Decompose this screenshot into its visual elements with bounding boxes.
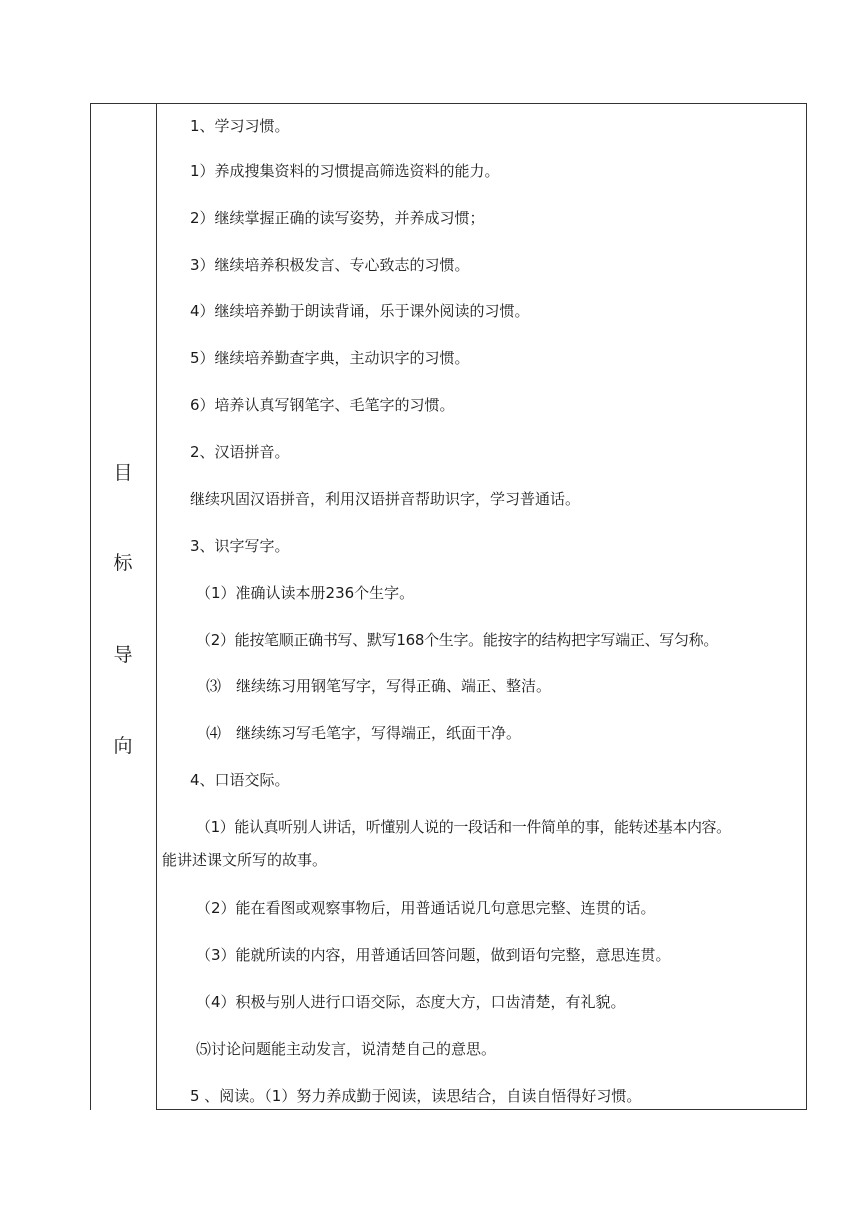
list-item-continuation: 能讲述课文所写的故事。 [162,851,328,869]
list-item: 1）养成搜集资料的习惯提高筛选资料的能力。 [190,162,500,180]
list-item: （2）能在看图或观察事物后，用普通话说几句意思完整、连贯的话。 [196,899,656,917]
table-top-border [90,103,807,104]
list-item: ⑶ 继续练习用钢笔写字，写得正确、端正、整洁。 [206,677,552,695]
list-item: （1）能认真听别人讲话，听懂别人说的一段话和一件简单的事，能转述基本内容。 [196,818,731,836]
list-item: （1）准确认读本册236个生字。 [196,584,415,602]
list-item: ⑷ 继续练习写毛笔字，写得端正，纸面干净。 [206,724,522,742]
list-item: （2）能按笔顺正确书写、默写168个生字。能按字的结构把字写端正、写匀称。 [196,631,719,649]
row-label-char: 标 [113,552,133,574]
section-heading-habits: 1、学习习惯。 [190,117,290,135]
list-item: 2）继续掌握正确的读写姿势，并养成习惯； [190,209,485,227]
paragraph: 继续巩固汉语拼音，利用汉语拼音帮助识字，学习普通话。 [190,490,581,508]
section-heading-literacy: 3、识字写字。 [190,537,290,555]
table-bottom-border [156,1109,807,1110]
list-item: （4）积极与别人进行口语交际，态度大方，口齿清楚，有礼貌。 [196,993,626,1011]
list-item: 6）培养认真写钢笔字、毛笔字的习惯。 [190,396,455,414]
row-label-char: 目 [113,462,133,484]
row-label-char: 向 [113,735,133,757]
list-item: 4）继续培养勤于朗读背诵，乐于课外阅读的习惯。 [190,302,530,320]
list-item: 3）继续培养积极发言、专心致志的习惯。 [190,256,470,274]
list-item: （3）能就所读的内容，用普通话回答问题，做到语句完整，意思连贯。 [196,946,671,964]
section-heading-oral: 4、口语交际。 [190,771,290,789]
list-item: 5）继续培养勤查字典，主动识字的习惯。 [190,349,470,367]
table-column-divider [156,103,157,1110]
table-right-border [806,103,807,1110]
section-heading-reading: 5 、阅读。（1）努力养成勤于阅读，读思结合，自读自悟得好习惯。 [190,1087,642,1105]
list-item: ⑸讨论问题能主动发言，说清楚自己的意思。 [196,1040,497,1058]
table-left-border [90,103,91,1110]
section-heading-pinyin: 2、汉语拼音。 [190,443,290,461]
row-label-char: 导 [113,644,133,666]
